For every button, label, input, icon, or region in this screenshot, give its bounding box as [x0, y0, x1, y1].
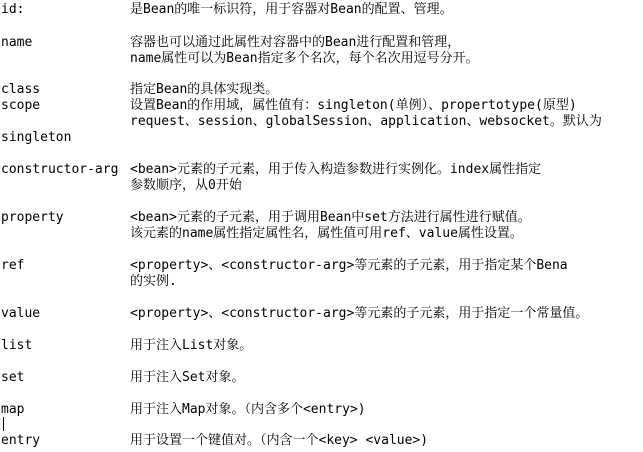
desc-line: 该元素的name属性指定属性名，属性值可用ref、value属性设置。 [130, 226, 523, 241]
text-cursor[interactable] [3, 417, 4, 431]
desc-line: 容器也可以通过此属性对容器中的Bean进行配置和管理， [130, 35, 461, 50]
desc-name [130, 35, 479, 67]
desc-set [130, 370, 244, 386]
term-scope: scope [1, 98, 41, 113]
desc-id [130, 2, 453, 18]
term-id: id: [1, 2, 25, 17]
term-name: name [1, 35, 33, 50]
desc-line: 设置Bean的作用域，属性值有：singleton(单例）、propertotype(原型) [130, 98, 577, 113]
desc-line: request、session、globalSession、application、websocket。默认为 [130, 114, 602, 129]
term-entry: entry [1, 433, 41, 448]
term-value: value [1, 306, 41, 321]
desc-line: <bean>元素的子元素，用于调用Bean中set方法进行属性进行赋值。 [130, 210, 531, 225]
desc-list [130, 338, 252, 354]
desc-line: <bean>元素的子元素，用于传入构造参数进行实例化。index属性指定 [130, 162, 542, 177]
term-set: set [1, 370, 25, 385]
desc-line: 指定Bean的具体实现类。 [130, 82, 279, 97]
desc-scope [130, 98, 602, 130]
desc-class [130, 82, 278, 98]
desc-constructor-arg [130, 162, 541, 194]
term-list: list [1, 338, 33, 353]
desc-ref [130, 258, 568, 290]
desc-line: 用于设置一个键值对。（内含一个<key> <value>) [130, 433, 429, 448]
term-constructor-arg: constructor-arg [1, 162, 119, 177]
desc-property [130, 210, 531, 242]
desc-line: 用于注入Set对象。 [130, 370, 245, 385]
desc-value [130, 306, 588, 322]
term-class: class [1, 82, 41, 97]
desc-line: 用于注入Map对象。（内含多个<entry>) [130, 402, 366, 417]
term-singleton: singleton [1, 130, 72, 145]
desc-line: 参数顺序，从0开始 [130, 178, 242, 193]
term-property: property [1, 210, 64, 225]
desc-line: 的实例. [130, 274, 177, 289]
desc-line: <property>、<constructor-arg>等元素的子元素，用于指定某个Bena [130, 258, 568, 273]
desc-line: name属性可以为Bean指定多个名次，每个名次用逗号分开。 [130, 51, 479, 66]
desc-map [130, 402, 366, 418]
desc-line: 是Bean的唯一标识符，用于容器对Bean的配置、管理。 [130, 2, 453, 17]
desc-line: <property>、<constructor-arg>等元素的子元素，用于指定一个常量值。 [130, 306, 589, 321]
desc-entry [130, 433, 428, 449]
term-map: map [1, 402, 25, 417]
term-ref: ref [1, 258, 25, 273]
desc-line: 用于注入List对象。 [130, 338, 253, 353]
